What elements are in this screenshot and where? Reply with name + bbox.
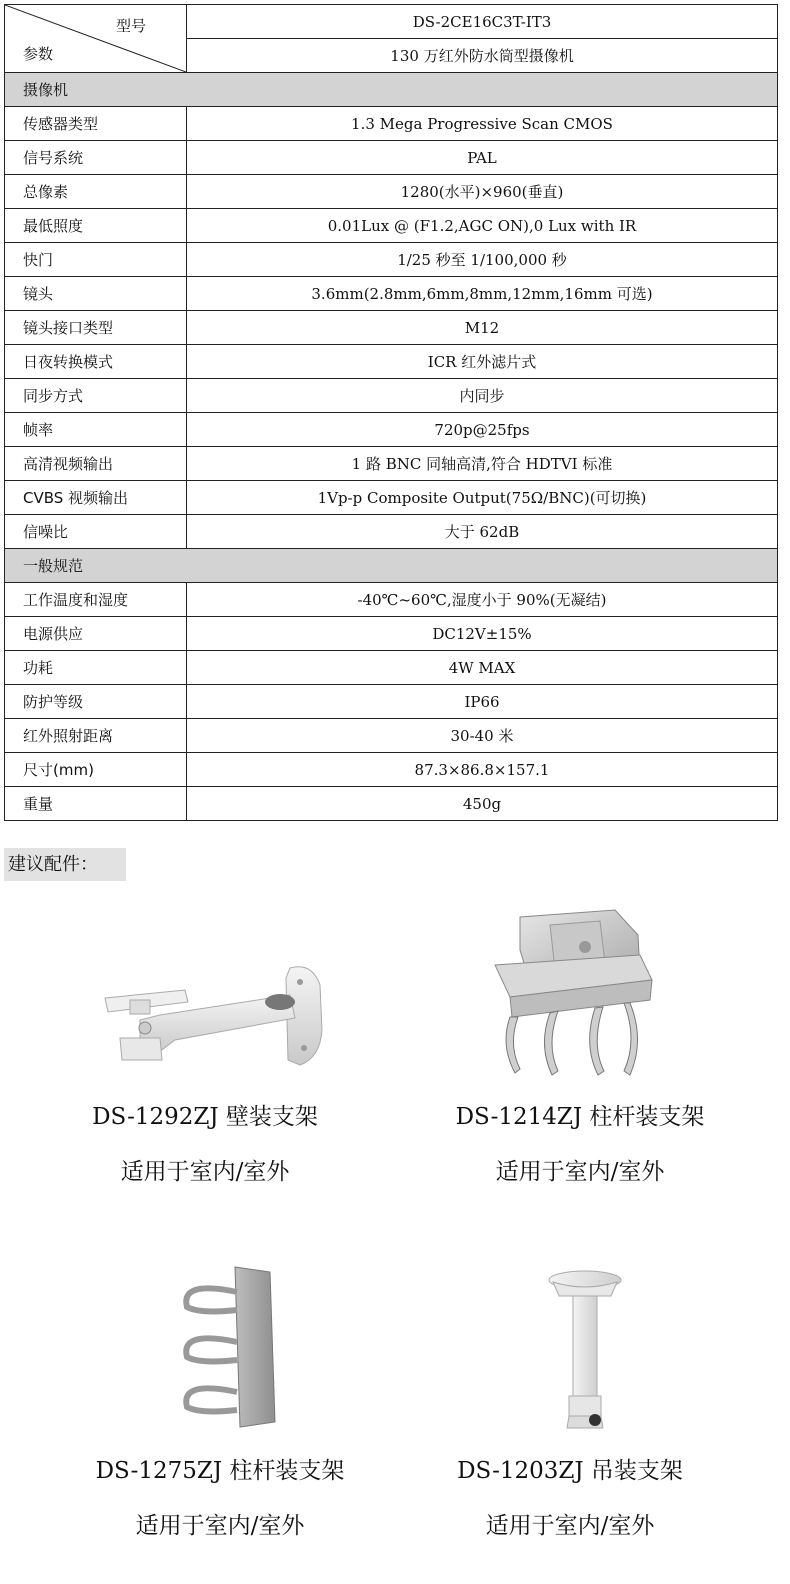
section-title: 摄像机 — [5, 73, 778, 107]
spec-row — [5, 719, 778, 753]
accessory-use: 适用于室内/室外 — [135, 1513, 305, 1539]
spec-value: 4W MAX — [187, 651, 778, 685]
accessory-name: DS-1203ZJ 吊装支架 — [457, 1458, 683, 1484]
spec-value: 1280(水平)×960(垂直) — [187, 175, 778, 209]
spec-value: IP66 — [187, 685, 778, 719]
spec-label: 防护等级 — [5, 685, 187, 719]
spec-value: M12 — [187, 311, 778, 345]
spec-value: DC12V±15% — [187, 617, 778, 651]
wall-mount-image — [100, 960, 330, 1075]
desc-value: 130 万红外防水筒型摄像机 — [187, 39, 778, 73]
spec-label: 日夜转换模式 — [5, 345, 187, 379]
header-row-1 — [5, 5, 778, 39]
spec-row — [5, 345, 778, 379]
pole-plate-image — [175, 1262, 285, 1432]
spec-label: 最低照度 — [5, 209, 187, 243]
param-label: 参数 — [23, 45, 54, 63]
spec-value: 1/25 秒至 1/100,000 秒 — [187, 243, 778, 277]
accessory-item — [440, 1452, 700, 1540]
spec-value: 1Vp-p Composite Output(75Ω/BNC)(可切换) — [187, 481, 778, 515]
spec-row — [5, 787, 778, 821]
spec-row — [5, 175, 778, 209]
accessory-item — [85, 1452, 355, 1540]
spec-label: 红外照射距离 — [5, 719, 187, 753]
spec-label: 电源供应 — [5, 617, 187, 651]
spec-label: 快门 — [5, 243, 187, 277]
accessory-name: DS-1214ZJ 柱杆装支架 — [455, 1104, 705, 1130]
section-header-row — [5, 549, 778, 583]
spec-row — [5, 141, 778, 175]
accessory-name: DS-1275ZJ 柱杆装支架 — [95, 1458, 345, 1484]
spec-row — [5, 685, 778, 719]
spec-value: ICR 红外滤片式 — [187, 345, 778, 379]
pole-mount-image — [490, 905, 660, 1080]
section-header-row — [5, 73, 778, 107]
spec-label: 功耗 — [5, 651, 187, 685]
section-title: 一般规范 — [5, 549, 778, 583]
accessory-item — [75, 1098, 335, 1186]
spec-row — [5, 481, 778, 515]
spec-label: 重量 — [5, 787, 187, 821]
spec-row — [5, 379, 778, 413]
spec-label: 传感器类型 — [5, 107, 187, 141]
accessory-use: 适用于室内/室外 — [120, 1159, 290, 1185]
header-diagonal-cell — [5, 5, 187, 73]
spec-value: 1 路 BNC 同轴高清,符合 HDTVI 标准 — [187, 447, 778, 481]
accessory-use: 适用于室内/室外 — [485, 1513, 655, 1539]
ceiling-mount-image — [545, 1268, 625, 1438]
accessory-name: DS-1292ZJ 壁装支架 — [92, 1104, 318, 1130]
spec-row — [5, 107, 778, 141]
spec-value: 3.6mm(2.8mm,6mm,8mm,12mm,16mm 可选) — [187, 277, 778, 311]
spec-value: 720p@25fps — [187, 413, 778, 447]
spec-row — [5, 447, 778, 481]
spec-label: 尺寸(mm) — [5, 753, 187, 787]
spec-label: CVBS 视频输出 — [5, 481, 187, 515]
spec-label: 信噪比 — [5, 515, 187, 549]
spec-row — [5, 243, 778, 277]
accessories-title: 建议配件： — [4, 848, 126, 881]
spec-label: 信号系统 — [5, 141, 187, 175]
spec-row — [5, 311, 778, 345]
model-label: 型号 — [115, 17, 146, 35]
spec-label: 帧率 — [5, 413, 187, 447]
spec-label: 工作温度和湿度 — [5, 583, 187, 617]
spec-value: 30-40 米 — [187, 719, 778, 753]
accessory-use: 适用于室内/室外 — [495, 1159, 665, 1185]
spec-row — [5, 753, 778, 787]
spec-value: 内同步 — [187, 379, 778, 413]
spec-value: 450g — [187, 787, 778, 821]
spec-row — [5, 413, 778, 447]
spec-value: PAL — [187, 141, 778, 175]
spec-value: 1.3 Mega Progressive Scan CMOS — [187, 107, 778, 141]
spec-row — [5, 651, 778, 685]
spec-row — [5, 617, 778, 651]
accessory-item — [445, 1098, 715, 1186]
spec-value: 87.3×86.8×157.1 — [187, 753, 778, 787]
spec-label: 镜头接口类型 — [5, 311, 187, 345]
spec-value: 0.01Lux @ (F1.2,AGC ON),0 Lux with IR — [187, 209, 778, 243]
spec-label: 镜头 — [5, 277, 187, 311]
spec-row — [5, 515, 778, 549]
spec-row — [5, 583, 778, 617]
model-value: DS-2CE16C3T-IT3 — [187, 5, 778, 39]
spec-value: -40℃~60℃,湿度小于 90%(无凝结) — [187, 583, 778, 617]
spec-label: 高清视频输出 — [5, 447, 187, 481]
spec-table — [4, 4, 778, 821]
spec-label: 同步方式 — [5, 379, 187, 413]
spec-value: 大于 62dB — [187, 515, 778, 549]
spec-label: 总像素 — [5, 175, 187, 209]
spec-row — [5, 209, 778, 243]
spec-row — [5, 277, 778, 311]
